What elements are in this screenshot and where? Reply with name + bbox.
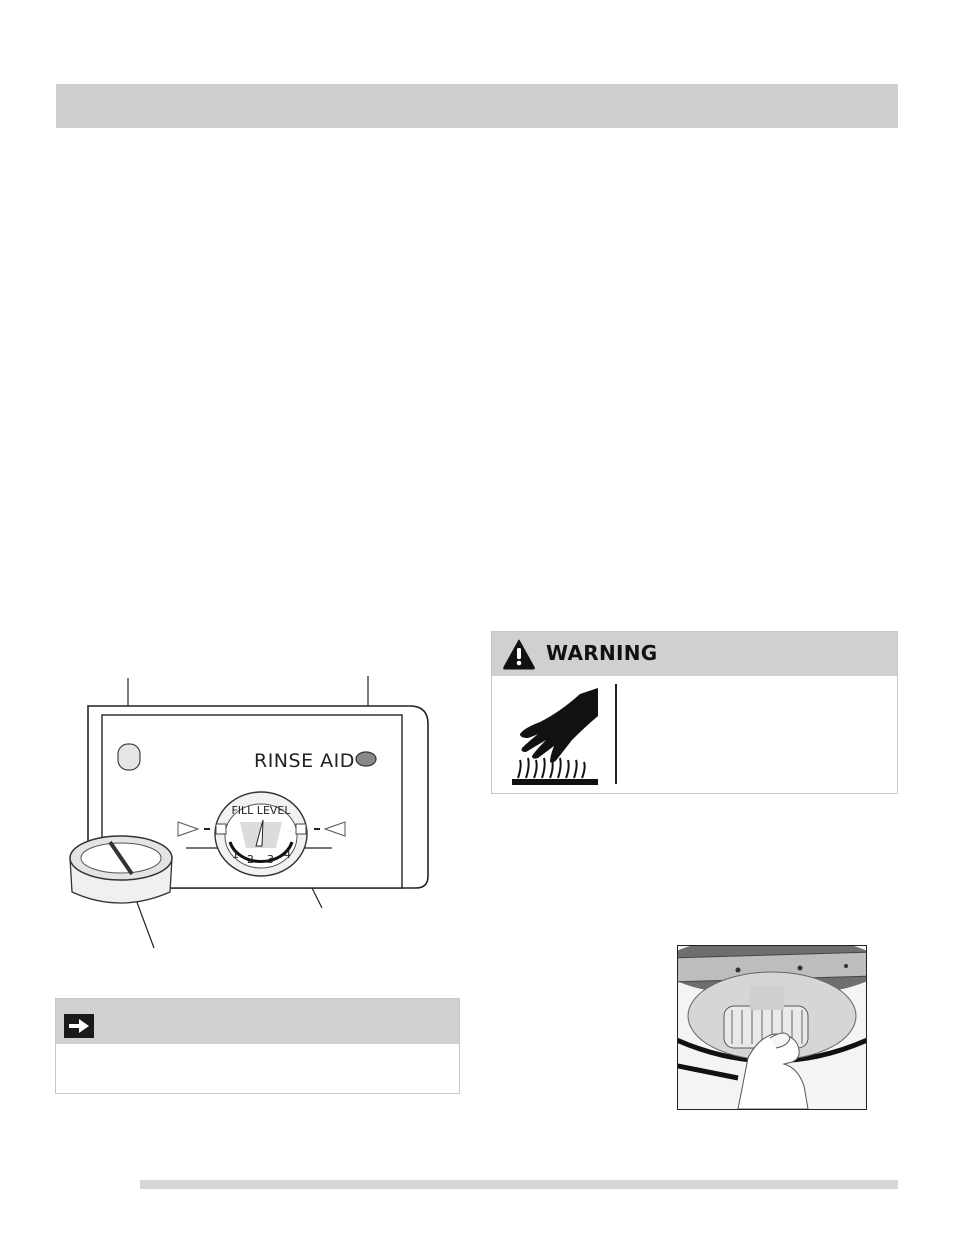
arrow-right-icon bbox=[64, 1014, 94, 1038]
fill-level-dial[interactable] bbox=[215, 792, 307, 876]
rinse-aid-cap[interactable] bbox=[70, 836, 172, 903]
dial-number-4: 4 bbox=[284, 848, 291, 861]
dial-number-1: 1 bbox=[232, 848, 239, 861]
dial-number-2: 2 bbox=[247, 853, 254, 866]
dial-fill-level-text: FILL LEVEL bbox=[231, 804, 291, 817]
warning-box bbox=[491, 631, 898, 794]
warning-title: WARNING bbox=[546, 641, 658, 665]
warning-divider bbox=[615, 684, 617, 784]
rinse-aid-diagram-drawing bbox=[50, 672, 450, 962]
dial-right-tab bbox=[296, 824, 306, 834]
dial-number-3: 3 bbox=[267, 853, 274, 866]
rinse-aid-indicator-window bbox=[118, 744, 140, 770]
warning-triangle-icon bbox=[502, 638, 536, 670]
page-header-bar bbox=[56, 84, 898, 128]
page-footer-bar bbox=[140, 1180, 898, 1189]
rinse-aid-dispenser-diagram bbox=[50, 672, 450, 962]
filter-removal-photo bbox=[677, 945, 867, 1110]
lid-release-button bbox=[356, 752, 376, 766]
note-header bbox=[56, 999, 459, 1044]
warning-header bbox=[492, 632, 897, 676]
rinse-aid-label: RINSE AID bbox=[254, 750, 355, 772]
dial-left-tab bbox=[216, 824, 226, 834]
note-box bbox=[55, 998, 460, 1094]
hot-surface-hand-icon bbox=[510, 686, 600, 786]
